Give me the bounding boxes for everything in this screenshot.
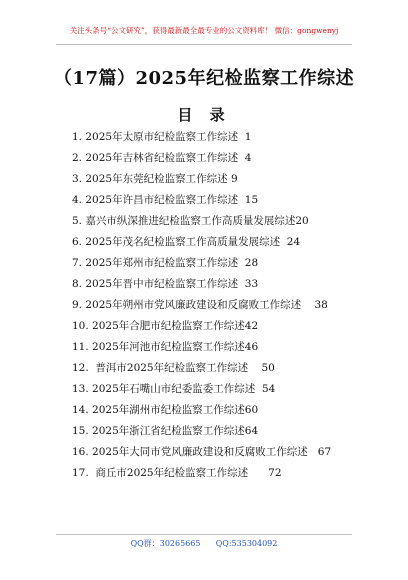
toc-item-10[interactable] — [72, 316, 331, 337]
toc-item-text: 普洱市2025年纪检监察工作综述 — [95, 362, 249, 374]
toc-item-number: 13. — [72, 383, 89, 395]
toc-item-3[interactable] — [72, 169, 331, 190]
qq-number-text: QQ:535304092 — [215, 539, 278, 548]
toc-item-page: 4 — [244, 152, 252, 164]
toc-item-number: 16. — [72, 446, 89, 458]
toc-item-9[interactable] — [72, 295, 331, 316]
toc-item-text: 2025年湖州市纪检监察工作综述 — [92, 404, 245, 416]
toc-item-page: 28 — [244, 257, 259, 269]
toc-item-page: 72 — [268, 467, 282, 479]
toc-item-number: 11. — [72, 341, 89, 353]
toc-item-text: 2025年茂名纪检监察工作高质量发展综述 — [85, 236, 281, 248]
toc-item-number: 6. — [72, 236, 83, 248]
toc-item-page: 42 — [244, 320, 259, 332]
document-title: （17篇）2025年纪检监察工作综述 — [53, 68, 355, 89]
toc-item-text: 2025年晋中市纪检监察工作综述 — [85, 278, 239, 290]
qq-group-text: QQ群：30265665 — [130, 539, 201, 548]
toc-item-number: 2. — [72, 152, 83, 164]
toc-item-text: 2025年太原市纪检监察工作综述 — [85, 131, 239, 143]
footer-divider — [56, 534, 352, 535]
toc-item-11[interactable] — [72, 337, 331, 358]
toc-item-number: 9. — [72, 299, 83, 311]
toc-item-page: 15 — [244, 194, 259, 206]
toc-item-number: 8. — [72, 278, 83, 290]
table-of-contents — [72, 127, 331, 484]
toc-item-text: 2025年合肥市纪检监察工作综述 — [92, 320, 245, 332]
toc-item-text: 2025年朔州市党风廉政建设和反腐败工作综述 — [85, 299, 302, 311]
toc-item-number: 15. — [72, 425, 89, 437]
toc-item-number: 14. — [72, 404, 89, 416]
toc-item-2[interactable] — [72, 148, 331, 169]
toc-item-4[interactable] — [72, 190, 331, 211]
toc-item-text: 2025年大同市党风廉政建设和反腐败工作综述 — [92, 446, 308, 458]
toc-item-page: 38 — [314, 299, 328, 311]
footer-contact — [0, 538, 408, 549]
toc-item-14[interactable] — [72, 400, 331, 421]
toc-item-page: 46 — [244, 341, 259, 353]
toc-item-page: 60 — [244, 404, 259, 416]
toc-item-number: 10. — [72, 320, 89, 332]
toc-item-number: 4. — [72, 194, 83, 206]
toc-item-number: 1. — [72, 131, 83, 143]
toc-item-number: 5. — [72, 215, 83, 227]
toc-item-page: 1 — [244, 131, 252, 143]
toc-item-page: 9 — [230, 173, 238, 185]
toc-item-7[interactable] — [72, 253, 331, 274]
toc-item-page: 33 — [244, 278, 259, 290]
toc-item-15[interactable] — [72, 421, 331, 442]
toc-item-8[interactable] — [72, 274, 331, 295]
toc-item-page: 24 — [286, 236, 301, 248]
toc-item-17[interactable] — [72, 463, 331, 484]
toc-item-1[interactable] — [72, 127, 331, 148]
toc-item-page: 20 — [295, 215, 309, 227]
toc-item-text: 商丘市2025年纪检监察工作综述 — [95, 467, 249, 479]
header-notice: 关注头条号“公文研究”，获得最新最全最专业的公文资料库！ 微信：gongwenyj — [69, 26, 339, 35]
toc-item-text: 2025年东莞纪检监察工作综述 — [85, 173, 228, 185]
toc-item-6[interactable] — [72, 232, 331, 253]
toc-item-text: 2025年浙江省纪检监察工作综述 — [92, 425, 245, 437]
toc-item-text: 2025年吉林省纪检监察工作综述 — [85, 152, 239, 164]
toc-item-16[interactable] — [72, 442, 331, 463]
toc-item-page: 50 — [261, 362, 275, 374]
toc-item-page: 54 — [261, 383, 276, 395]
toc-item-page: 64 — [244, 425, 259, 437]
toc-item-13[interactable] — [72, 379, 331, 400]
toc-item-text: 嘉兴市纵深推进纪检监察工作高质量发展综述 — [85, 215, 296, 227]
header-divider — [56, 44, 352, 45]
toc-item-text: 2025年河池市纪检监察工作综述 — [92, 341, 245, 353]
toc-item-number: 12. — [72, 362, 89, 374]
toc-heading: 目 录 — [177, 106, 231, 124]
toc-item-number: 3. — [72, 173, 83, 185]
toc-item-number: 17. — [72, 467, 89, 479]
toc-item-text: 2025年石嘴山市纪委监委工作综述 — [92, 383, 256, 395]
toc-item-12[interactable] — [72, 358, 331, 379]
toc-item-page: 67 — [317, 446, 332, 458]
toc-item-5[interactable] — [72, 211, 331, 232]
toc-item-text: 2025年许昌市纪检监察工作综述 — [85, 194, 239, 206]
toc-item-text: 2025年郑州市纪检监察工作综述 — [85, 257, 239, 269]
toc-item-number: 7. — [72, 257, 83, 269]
